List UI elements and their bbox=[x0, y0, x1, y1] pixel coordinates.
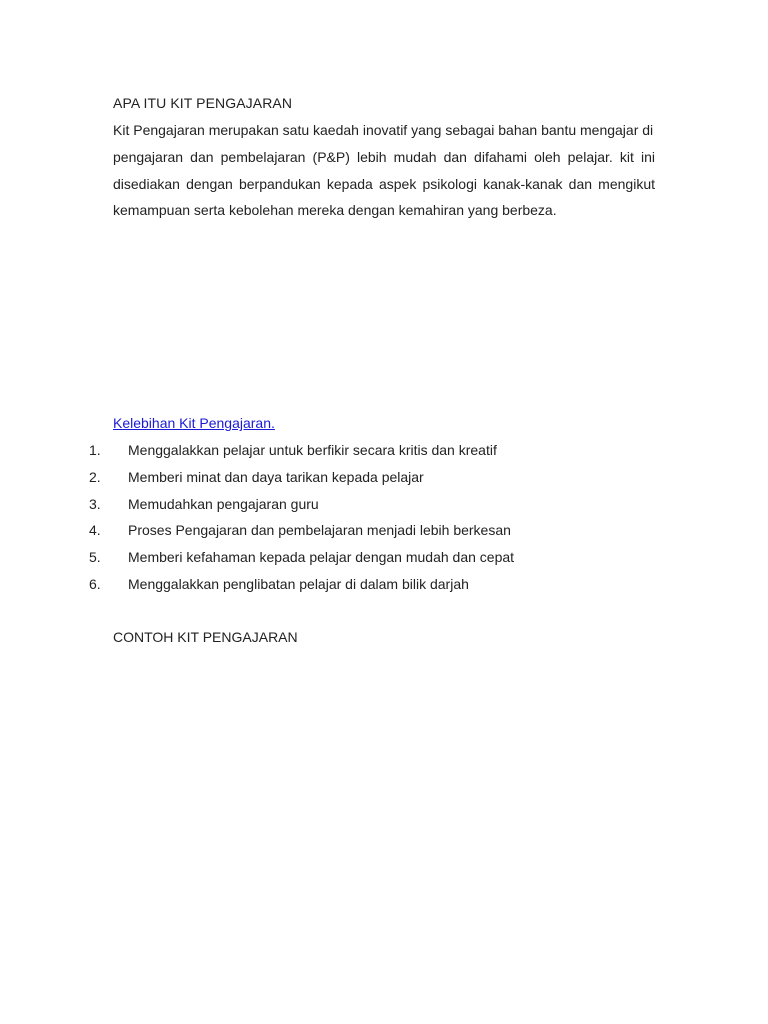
list-item-text: Proses Pengajaran dan pembelajaran menjadi lebih berkesan bbox=[128, 522, 511, 539]
intro-line-1: Kit Pengajaran merupakan satu kaedah inovatif yang sebagai bahan bantu mengajar di bbox=[113, 122, 654, 138]
list-item-text: Menggalakkan penglibatan pelajar di dalam bilik darjah bbox=[128, 575, 469, 592]
list-item-number: 1. bbox=[89, 442, 101, 458]
examples-heading: CONTOH KIT PENGAJARAN bbox=[113, 629, 298, 645]
advantages-heading-link[interactable]: Kelebihan Kit Pengajaran. bbox=[113, 415, 275, 431]
list-item-number: 3. bbox=[89, 495, 101, 512]
list-item-text: Menggalakkan pelajar untuk berfikir secara kritis dan kreatif bbox=[128, 442, 497, 458]
list-item-text: Memberi minat dan daya tarikan kepada pelajar bbox=[128, 468, 424, 485]
list-item-number: 2. bbox=[89, 468, 101, 485]
list-item-text: Memudahkan pengajaran guru bbox=[128, 495, 319, 512]
list-item-text: Memberi kefahaman kepada pelajar dengan mudah dan cepat bbox=[128, 549, 515, 566]
intro-paragraph bbox=[113, 117, 655, 224]
intro-line-2: pengajaran dan pembelajaran (P&P) lebih mudah dan difahami oleh pelajar. kit ini disediakan dengan berpandukan kepada aspek psikologi kanak-kanak dan mengikut kemampuan serta kebolehan mereka dengan kemahiran yang berbeza. bbox=[113, 148, 655, 219]
list-item-number: 4. bbox=[89, 522, 101, 539]
page-title: APA ITU KIT PENGAJARAN bbox=[113, 95, 293, 111]
list-item-number: 6. bbox=[89, 575, 101, 592]
list-item-number: 5. bbox=[89, 549, 101, 566]
